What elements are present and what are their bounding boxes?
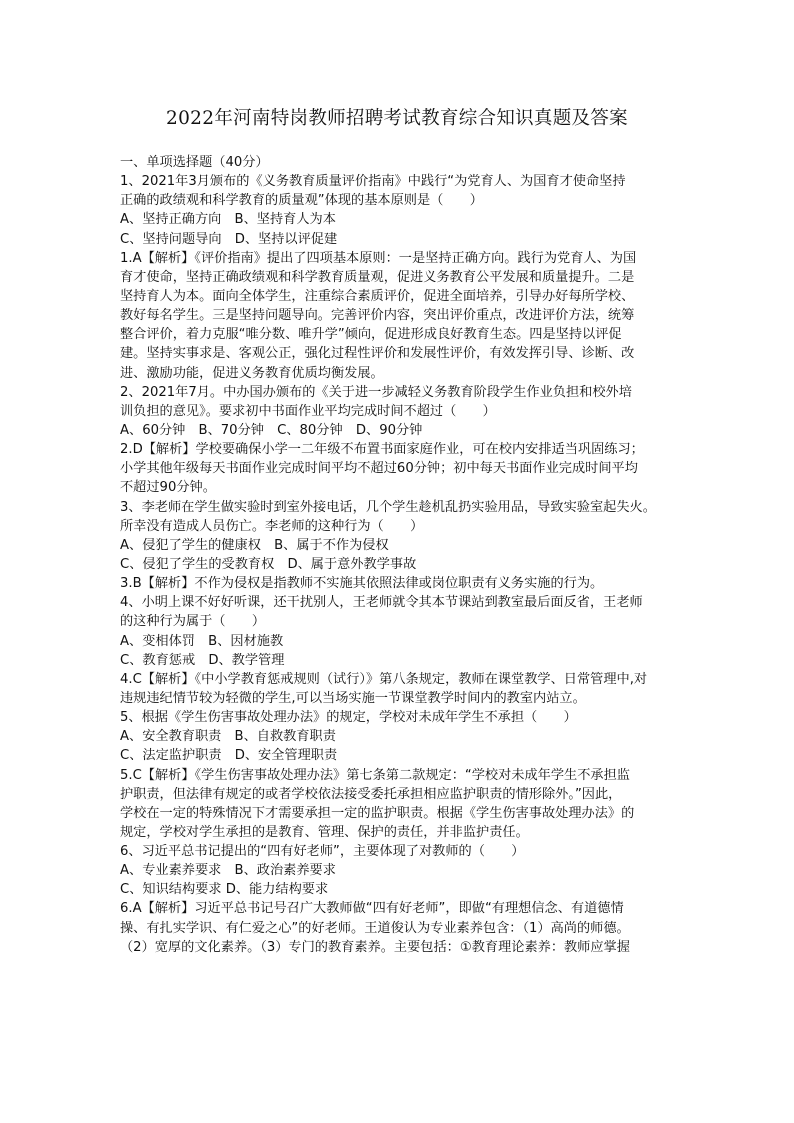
text-line: 1、2021年3月颁布的《义务教育质量评价指南》中践行“为党育人、为国育才使命坚持	[120, 174, 626, 190]
text-line: 整合评价，着力克服“唯分数、唯升学”倾向，促进形成良好教育生态。四是坚持以评促	[120, 327, 622, 343]
text-line: 进、激励功能，促进义务教育优质均衡发展。	[120, 365, 384, 381]
text-line: 的这种行为属于（ ）	[120, 614, 266, 630]
text-line: C、侵犯了学生的受教育权 D、属于意外教学事故	[120, 556, 417, 572]
text-line: 6.A【解析】习近平总书记号召广大教师做“四有好老师”，即做“有理想信念、有道德情	[120, 901, 624, 917]
text-line: 2.D【解析】学校要确保小学一二年级不布置书面家庭作业，可在校内安排适当巩固练习；	[120, 442, 644, 458]
text-line: 违规违纪情节较为轻微的学生,可以当场实施一节课堂教学时间内的教室内站立。	[120, 690, 586, 706]
text-line: （2）宽厚的文化素养。（3）专门的教育素养。主要包括：①教育理论素养：教师应掌握	[120, 939, 630, 955]
text-line: 育才使命，坚持正确政绩观和科学教育质量观，促进义务教育公平发展和质量提升。二是	[120, 269, 635, 285]
text-line: 2、2021年7月。中办国办颁布的《关于进一步减轻义务教育阶段学生作业负担和校外培	[120, 384, 632, 400]
text-line: 4、小明上课不好好听课，还干扰别人，王老师就令其本节课站到教室最后面反省，王老师	[120, 595, 643, 611]
document-body	[120, 153, 700, 957]
text-line: C、知识结构要求 D、能力结构要求	[120, 882, 329, 898]
text-line: 规定，学校对学生承担的是教育、管理、保护的责任，并非监护责任。	[120, 824, 529, 840]
text-line: 5.C【解析】《学生伤害事故处理办法》第七条第二款规定：“学校对未成年学生不承担监	[120, 767, 630, 783]
text-line: C、教育惩戒 D、教学管理	[120, 652, 285, 668]
text-line: 不超过90分钟。	[120, 480, 216, 496]
text-line: 护职责，但法律有规定的或者学校依法接受委托承担相应监护职责的情形除外。”因此，	[120, 786, 622, 802]
text-line: A、坚持正确方向 B、坚持育人为本	[120, 212, 336, 228]
text-line: 5、根据《学生伤害事故处理办法》的规定，学校对未成年学生不承担（ ）	[120, 710, 577, 726]
text-line: C、法定监护职责 D、安全管理职责	[120, 748, 338, 764]
text-line: A、专业素养要求 B、政治素养要求	[120, 863, 336, 879]
text-line: 教好每名学生。三是坚持问题导向。完善评价内容，突出评价重点，改进评价方法，统筹	[120, 308, 635, 324]
text-line: 4.C【解析】《中小学教育惩戒规则（试行）》第八条规定，教师在课堂教学、日常管理中,对	[120, 671, 648, 687]
text-line: 建。坚持实事求是、客观公正，强化过程性评价和发展性评价，有效发挥引导、诊断、改	[120, 346, 635, 362]
text-line: 正确的政绩观和科学教育的质量观”体现的基本原则是（ ）	[120, 193, 483, 209]
document-title: 2022年河南特岗教师招聘考试教育综合知识真题及答案	[166, 108, 628, 129]
text-line: 操、有扎实学识、有仁爱之心”的好老师。王道俊认为专业素养包含：（1）高尚的师德。	[120, 920, 630, 936]
text-line: A、安全教育职责 B、自救教育职责	[120, 729, 336, 745]
text-line: 训负担的意见》。要求初中书面作业平均完成时间不超过（ ）	[120, 403, 496, 419]
text-line: A、60分钟 B、70分钟 C、80分钟 D、90分钟	[120, 422, 423, 438]
text-line: A、变相体罚 B、因材施教	[120, 633, 284, 649]
text-line: C、坚持问题导向 D、坚持以评促建	[120, 231, 338, 247]
text-line: 学校在一定的特殊情况下才需要承担一定的监护职责。根据《学生伤害事故处理办法》的	[120, 805, 635, 821]
text-line: 一、单项选择题（40分）	[120, 155, 269, 170]
text-line: 1.A【解析】《评价指南》提出了四项基本原则：一是坚持正确方向。践行为党育人、为国	[120, 250, 637, 266]
text-line: 小学其他年级每天书面作业完成时间平均不超过60分钟；初中每天书面作业完成时间平均	[120, 461, 638, 477]
text-line: 3、李老师在学生做实验时到室外接电话，几个学生趁机乱扔实验用品，导致实验室起失火。	[120, 499, 656, 515]
text-line: A、侵犯了学生的健康权 B、属于不作为侵权	[120, 537, 389, 553]
text-line: 坚持育人为本。面向全体学生，注重综合素质评价，促进全面培养，引导办好每所学校、	[120, 288, 635, 304]
text-line: 所幸没有造成人员伤亡。李老师的这种行为（ ）	[120, 518, 424, 534]
text-line: 3.B【解析】不作为侵权是指教师不实施其依照法律或岗位职责有义务实施的行为。	[120, 576, 604, 592]
text-line: 6、习近平总书记提出的“四有好老师”，主要体现了对教师的（ ）	[120, 844, 525, 860]
